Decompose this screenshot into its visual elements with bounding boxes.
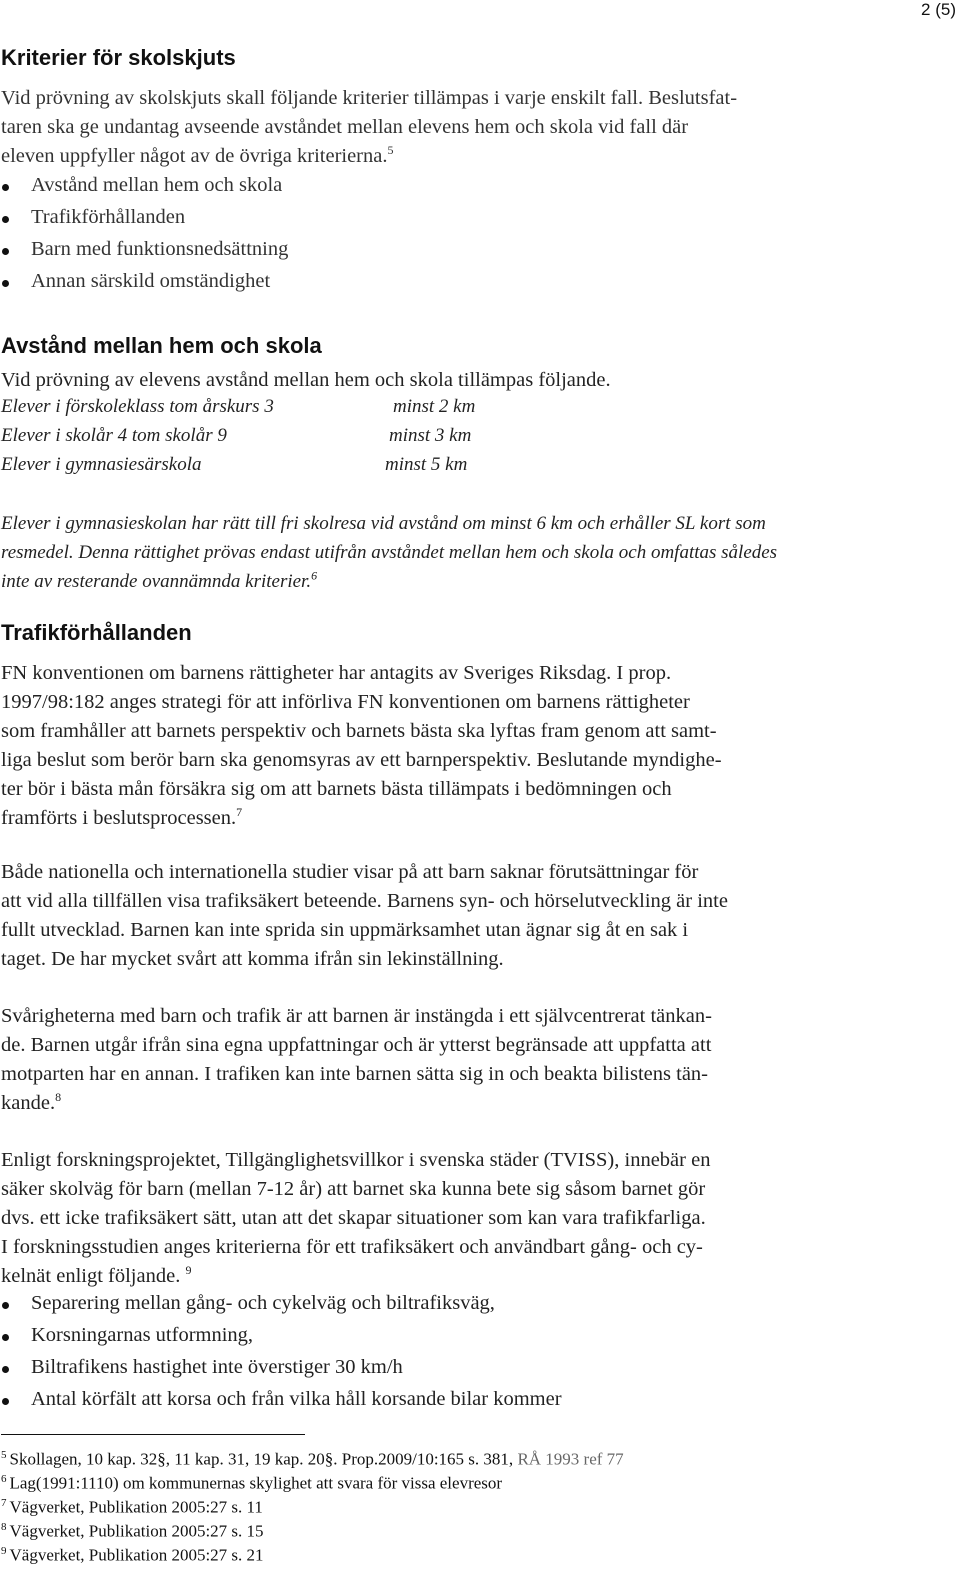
section1-intro-line: eleven uppfyller något av de övriga kriterierna.$^5$ <box>1 143 394 167</box>
section1-intro <box>1 84 737 171</box>
section1-intro-line: Vid prövning av skolskjuts skall följande kriterier tillämpas i varje enskilt fall. Beslutsfat- <box>1 87 738 109</box>
section1-intro-line: taren ska ge undantag avseende avståndet mellan elevens hem och skola vid fall där <box>1 116 689 138</box>
bullet-icon <box>2 1334 9 1341</box>
footnote-ref: 9 <box>185 1263 192 1278</box>
bullet-icon <box>2 1302 9 1309</box>
paragraph-line: taget. De har mycket svårt att komma ifrån sin lekinställning. <box>1 948 504 970</box>
paragraph-line: liga beslut som berör barn ska genomsyras av ett barnperspektiv. Beslutande myndighe- <box>1 749 722 771</box>
table-cell-group: Elever i skolår 4 tom skolår 9 <box>1 425 227 446</box>
section-heading-kriterier: Kriterier för skolskjuts <box>1 45 236 70</box>
paragraph-line: Enligt forskningsprojektet, Tillgänglighetsvillkor i svenska städer (TVISS), innebär en <box>1 1149 711 1171</box>
paragraph-line: FN konventionen om barnens rättigheter har antagits av Sveriges Riksdag. I prop. <box>1 662 672 684</box>
paragraph-line: I forskningsstudien anges kriterierna för ett trafiksäkert och användbart gång- och cy- <box>1 1236 703 1258</box>
paragraph-line: framförts i beslutsprocessen.$^7$ <box>1 805 243 829</box>
paragraph-line: som framhåller att barnets perspektiv och barnets bästa ska lyftas fram genom att samt- <box>1 720 717 742</box>
table-row <box>1 425 472 447</box>
note-line: Elever i gymnasieskolan har rätt till fri skolresa vid avstånd om minst 6 km och erhåller SL kort som <box>1 513 766 534</box>
section-heading-avstand: Avstånd mellan hem och skola <box>1 333 322 358</box>
footnote-ref: 8 <box>55 1090 62 1105</box>
table-cell-distance: minst 3 km <box>389 425 472 446</box>
paragraph-line: fullt utvecklad. Barnen kan inte sprida sin uppmärksamhet utan ägnar sig åt en sak i <box>1 919 689 941</box>
bullet-icon <box>2 280 9 287</box>
note-line: resmedel. Denna rättighet prövas endast utifrån avståndet mellan hem och skola och omfattas således <box>1 542 778 563</box>
bullet-icon <box>2 248 9 255</box>
footnote: $^7$ Vägverket, Publikation 2005:27 s. 11 <box>1 1497 263 1517</box>
paragraph-line: 1997/98:182 anges strategi för att införliva FN konventionen om barnens rättigheter <box>1 691 690 713</box>
paragraph-studies <box>1 858 728 974</box>
bullet-icon <box>2 1366 9 1373</box>
paragraph-line: kelnät enligt följande. $^9$ <box>1 1263 192 1287</box>
paragraph-difficulties <box>1 1002 712 1118</box>
paragraph-line: att vid alla tillfällen visa trafiksäkert beteende. Barnens syn- och hörselutveckling är inte <box>1 890 728 912</box>
note-line: inte av resterande ovannämnda kriterier.$^6$ <box>1 568 318 592</box>
paragraph-line: Svårigheterna med barn och trafik är att barnen är instängda i ett självcentrerat tänkan- <box>1 1005 712 1027</box>
paragraph-line: de. Barnen utgår ifrån sina egna uppfattningar och är ytterst begränsade att uppfatta att <box>1 1034 712 1056</box>
paragraph-line: motparten har en annan. I trafiken kan inte barnen sätta sig in och beakta bilistens tän- <box>1 1063 708 1085</box>
footnote: $^6$ Lag(1991:1110) om kommunernas skylighet att svara för vissa elevresor <box>1 1473 503 1493</box>
page-number: 2 (5) <box>921 0 956 19</box>
table-row <box>1 396 476 418</box>
paragraph-line: säker skolväg för barn (mellan 7-12 år) att barnet ska kunna bete sig såsom barnet gör <box>1 1178 706 1200</box>
bullet-icon <box>2 1398 9 1405</box>
bullet-icon <box>2 184 9 191</box>
footnote-ref: 7 <box>236 805 243 820</box>
gymnasium-note <box>1 509 777 596</box>
table-cell-group: Elever i gymnasiesärskola <box>1 454 202 475</box>
table-cell-distance: minst 5 km <box>385 454 468 475</box>
footnote: $^5$ Skollagen, 10 kap. 32§, 11 kap. 31, 19 kap. 20§. Prop.2009/10:165 s. 381, RÅ 1993 ref 77 <box>1 1449 624 1469</box>
footnote: $^8$ Vägverket, Publikation 2005:27 s. 15 <box>1 1521 264 1541</box>
section2-intro: Vid prövning av elevens avstånd mellan hem och skola tillämpas följande. <box>1 369 611 391</box>
paragraph-line: kande.$^8$ <box>1 1090 62 1114</box>
section-heading-trafik: Trafikförhållanden <box>1 620 192 645</box>
table-cell-distance: minst 2 km <box>393 396 476 417</box>
paragraph-line: Både nationella och internationella studier visar på att barn saknar förutsättningar för <box>1 861 699 883</box>
table-cell-group: Elever i förskoleklass tom årskurs 3 <box>1 396 274 417</box>
paragraph-fn-convention <box>1 659 722 833</box>
footnote-ref: 6 <box>311 568 318 583</box>
paragraph-line: ter bör i bästa mån försäkra sig om att barnets bästa tillämpats i bedömningen och <box>1 778 672 800</box>
paragraph-line: dvs. ett icke trafiksäkert sätt, utan att det skapar situationer som kan vara trafikfarliga. <box>1 1207 706 1229</box>
footnote-divider <box>1 1434 305 1435</box>
footnote-ref: 5 <box>387 143 394 158</box>
paragraph-research <box>1 1146 710 1291</box>
table-row <box>1 454 468 476</box>
footnote: $^9$ Vägverket, Publikation 2005:27 s. 21 <box>1 1545 264 1565</box>
bullet-icon <box>2 216 9 223</box>
